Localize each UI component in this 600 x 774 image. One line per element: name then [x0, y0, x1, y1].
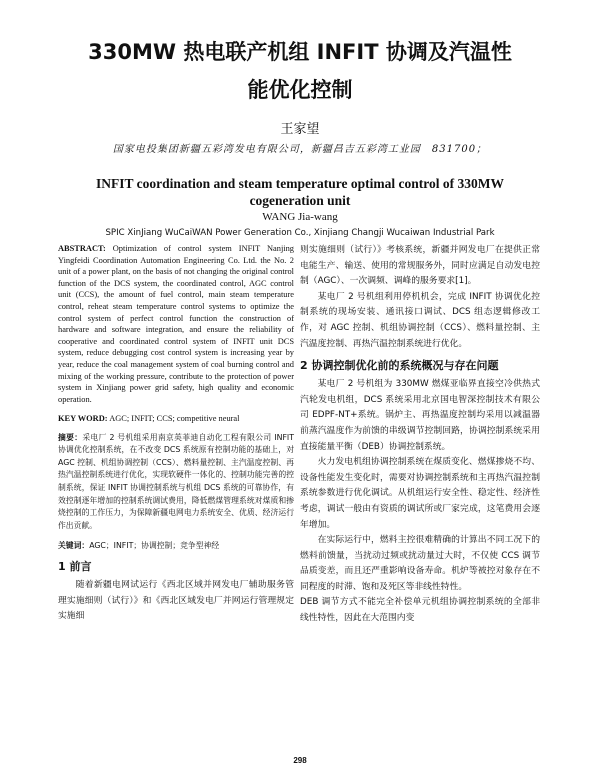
affiliation-cn: 国家电投集团新疆五彩湾发电有限公司，新疆昌吉五彩湾工业园 831700； — [112, 144, 488, 155]
abstract-cn-text: 采电厂 2 号机组采用南京英菲迪自动化工程有限公司 INFIT 协调优化控制系统，在不改变 DCS 系统原有控制功能的基础上，对 AGC 控制、机组协调控制（CCS）、燃料量控制、主汽温度控制、再热汽温控制系统进行优化，实现软硬件一体化的、控制功能完善的控制系统，保证 INFIT 协调控制系统与机组 DCS 系统的可靠协作，有效控制逐年增加的控制系统调试费用，降低燃煤管理系统对煤质和掺烧控制的工作压力，为保障新疆电网电力系统安全、优质、经济运行作出贡献。 — [58, 432, 294, 530]
keywords-cn-label: 关键词： — [58, 541, 90, 551]
abstract-en — [58, 243, 294, 405]
abstract-cn — [58, 432, 294, 533]
keywords-cn — [58, 540, 294, 553]
abstract-en-label: ABSTRACT: — [58, 244, 106, 253]
author-en: WANG Jia-wang — [262, 211, 338, 223]
affiliation-en: SPIC XinJiang WuCaiWAN Power Generation Co., Xinjiang Changji Wucaiwan Industrial Park — [105, 228, 495, 238]
english-title — [40, 175, 560, 209]
english-title-line-1: INFIT coordination and steam temperature optimal control of 330MW — [96, 176, 504, 191]
section-2-heading: 2 协调控制优化前的系统概况与存在问题 — [300, 359, 499, 373]
left-column — [58, 243, 294, 625]
keywords-cn-text: AGC；INFIT；协调控制；竞争型神经 — [89, 541, 220, 551]
section-1-text: 随着新疆电网试运行《西北区域并网发电厂辅助服务管理实施细则（试行）》和《西北区域发电厂并网运行管理规定实施细 — [58, 579, 294, 622]
keywords-en-text: AGC; INFIT; CCS; competitive neural — [107, 414, 240, 424]
title-line-2: 能优化控制 — [247, 78, 353, 102]
keywords-en-label: KEY WORD: — [58, 414, 108, 424]
right-para-6: DEB 调节方式不能完全补偿单元机组协调控制系统的全部非线性特性，因此在大范围内变 — [300, 597, 540, 624]
abstract-en-text: Optimization of control system INFIT Nanjing Yingfeidi Coordination Automation Engineering Co. Ltd. the No. 2 unit of a power plant, on the basis of not changing the original control function of the DCS system, the coordinated control, AGC control unit (CCS), the amount of fuel control, main steam temperature control, reheat steam temperature control systems to optimize the control system of perfect control function the construction of hardware and software integration, and ensure the reliability of cooperative and coordinated control system of INFIT unit DCS system, reduce debugging cost control system is increasing year by year, reduce the coal management system of coal burning control and mixing of the working pressure, contribute to the protection of power system in Xinjiang power grid safety, high quality and economic operation. — [58, 244, 294, 404]
abstract-cn-label: 摘要： — [58, 432, 83, 442]
title-line-1: 330MW 热电联产机组 INFIT 协调及汽温性 — [88, 40, 512, 64]
right-para-5: 在实际运行中，燃料主控很难精确的计算出不同工况下的燃料前馈量，当扰动过频或扰动量过大时，不仅使 CCS 调节品质变差，而且还严重影响设备寿命。机炉等被控对象存在不同程度的时滞、饱和及死区等非线性特性。 — [300, 535, 540, 592]
section-1-heading: 1 前言 — [58, 559, 92, 573]
right-para-2: 某电厂 2 号机组利用停机机会，完成 INFIT 协调优化控制系统的现场安装、通讯接口调试、DCS 组态逻辑修改工作，对 AGC 控制、机组协调控制（CCS）、燃料量控制、主汽温度控制、再热汽温控制系统进行优化。 — [300, 291, 540, 349]
right-para-4: 火力发电机组协调控制系统在煤质变化、燃煤掺烧不均、设备性能发生变化时，需要对协调控制系统和主再热汽温控制系统参数进行优化调试。从机组运行安全性、稳定性、经济性考虑，调试一般由有资质的调试所或厂家完成，这笔费用会逐年增加。 — [300, 457, 540, 530]
right-column — [300, 243, 540, 627]
english-title-line-2: cogeneration unit — [249, 193, 351, 208]
right-para-1: 则实施细则（试行）》考核系统，新疆并网发电厂在提供正常电能生产、输送、使用的常规服务外，同时应满足自动发电控制（AGC）、一次调频、调峰的服务要求[1]。 — [300, 245, 540, 287]
author-cn: 王家望 — [280, 122, 320, 137]
page-number: 298 — [293, 756, 307, 765]
keywords-en — [58, 413, 294, 425]
right-para-3: 某电厂 2 号机组为 330MW 燃煤亚临界直接空冷供热式汽轮发电机组，DCS 系统采用北京国电智深控制技术有限公司 EDPF-NT+系统。锅炉主、再热温度控制均采用以减温器前蒸汽温度作为前馈的串级调节控制回路，协调控制系统采用直接能量平衡（DEB）协调控制系统。 — [300, 379, 540, 452]
